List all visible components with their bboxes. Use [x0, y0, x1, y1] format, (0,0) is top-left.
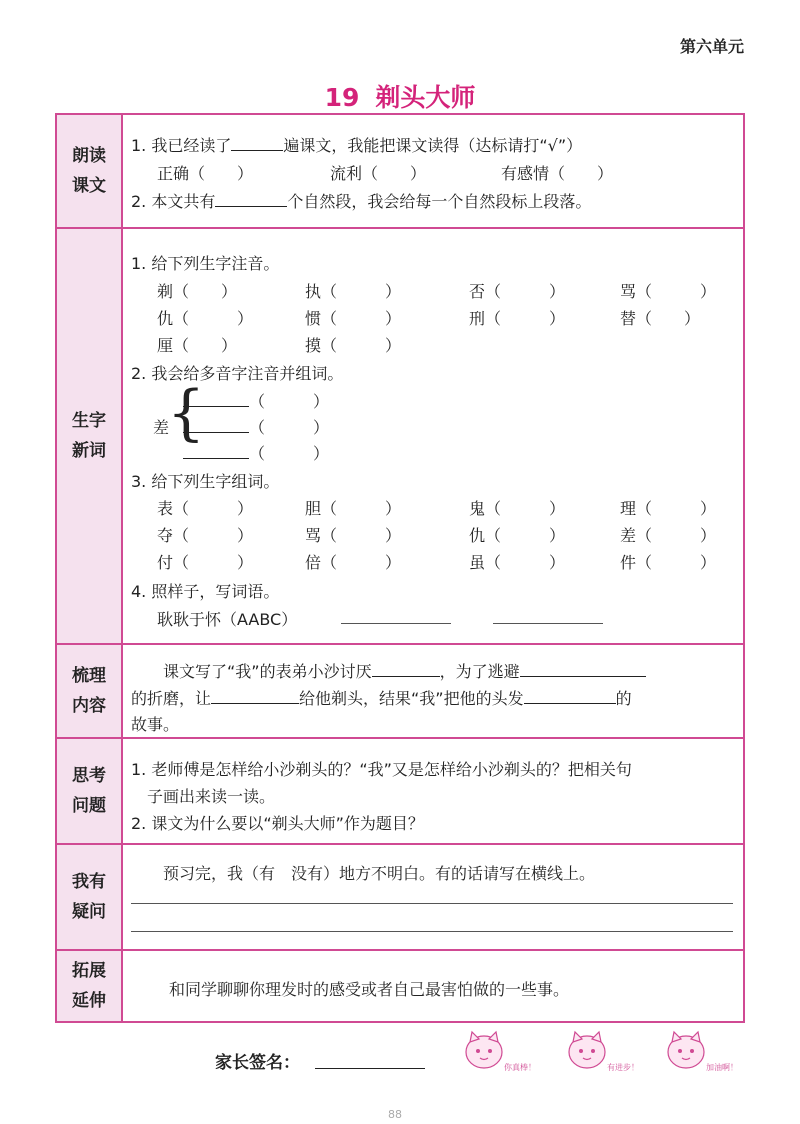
svg-text:加油啊！: 加油啊！ [706, 1063, 738, 1072]
question-word-group: 3. 给下列生字组词。 [131, 472, 280, 491]
summary-line-3: 故事。 [131, 715, 180, 734]
pinyin-item[interactable]: 骂（ ） [620, 282, 717, 301]
think-question-2: 2. 课文为什么要以“剃头大师”作为题目？ [131, 814, 424, 833]
word-item[interactable]: 仇（ ） [469, 526, 566, 545]
polyphone-blank[interactable] [183, 444, 249, 459]
polyphone-row: （ ） [183, 441, 329, 464]
word-item[interactable]: 虽（ ） [469, 553, 566, 572]
pinyin-item[interactable]: 摸（ ） [305, 336, 402, 355]
question-polyphone: 2. 我会给多音字注音并组词。 [131, 364, 344, 383]
lesson-title [0, 78, 800, 114]
word-item[interactable]: 表（ ） [157, 499, 254, 518]
pinyin-item[interactable]: 剃（ ） [157, 282, 238, 301]
word-item[interactable]: 骂（ ） [305, 526, 402, 545]
question-write-line[interactable] [131, 931, 733, 932]
extension-text: 和同学聊聊你理发时的感受或者自己最害怕做的一些事。 [169, 980, 570, 999]
svg-text:你真棒！: 你真棒！ [504, 1063, 536, 1072]
word-item[interactable]: 件（ ） [620, 553, 717, 572]
questions-prompt: 预习完，我（有 没有）地方不明白。有的话请写在横线上。 [163, 864, 596, 883]
question-pattern: 4. 照样子，写词语。 [131, 582, 280, 601]
parent-signature-line[interactable] [315, 1068, 425, 1069]
sticker-great[interactable] [462, 1030, 538, 1078]
paragraph-count-blank[interactable] [215, 192, 287, 207]
section-label: 朗读 课文 [57, 115, 123, 227]
summary-line-2: 的折磨，让 给他剃头，结果“我”把他的头发 的 [131, 689, 632, 708]
polyphone-row: （ ） [183, 415, 329, 438]
paragraph-count-line: 2. 本文共有 个自然段，我会给每一个自然段标上段落。 [131, 192, 592, 211]
brace-icon: { [167, 378, 206, 448]
option-expressive[interactable]: 有感情（ ） [501, 164, 614, 183]
summary-blank[interactable] [211, 689, 299, 704]
read-count-line: 1. 我已经读了 遍课文，我能把课文读得（达标请打“√”） [131, 136, 583, 155]
section-label: 我有 疑问 [57, 845, 123, 949]
pinyin-item[interactable]: 厘（ ） [157, 336, 238, 355]
section-read-text [57, 115, 743, 229]
section-new-words [57, 229, 743, 645]
question-pinyin: 1. 给下列生字注音。 [131, 254, 280, 273]
pattern-answer-line[interactable] [493, 623, 603, 624]
section-thinking [57, 739, 743, 845]
pinyin-item[interactable]: 刑（ ） [469, 309, 566, 328]
summary-line-1: 课文写了“我”的表弟小沙讨厌 ，为了逃避 [163, 659, 646, 682]
word-item[interactable]: 付（ ） [157, 553, 254, 572]
summary-blank[interactable] [520, 662, 646, 677]
unit-label: 第六单元 [679, 37, 744, 56]
sticker-progress[interactable] [565, 1030, 641, 1078]
pinyin-item[interactable]: 替（ ） [620, 309, 701, 328]
polyphone-row: （ ） [183, 389, 329, 412]
section-label: 生字 新词 [57, 229, 123, 643]
word-item[interactable]: 倍（ ） [305, 553, 402, 572]
lesson-number: 19 [324, 83, 360, 112]
summary-blank[interactable] [524, 689, 616, 704]
section-label: 梳理 内容 [57, 645, 123, 737]
polyphone-blank[interactable] [183, 418, 249, 433]
section-label: 拓展 延伸 [57, 951, 123, 1021]
word-item[interactable]: 差（ ） [620, 526, 717, 545]
think-question-1a: 1. 老师傅是怎样给小沙剃头的？“我”又是怎样给小沙剃头的？把相关句 [131, 760, 632, 779]
pinyin-item[interactable]: 执（ ） [305, 282, 402, 301]
option-correct[interactable]: 正确（ ） [157, 164, 254, 183]
parent-signature-label: 家长签名： [215, 1053, 300, 1073]
lesson-name: 剃头大师 [375, 83, 476, 112]
read-count-blank[interactable] [231, 136, 283, 151]
pinyin-item[interactable]: 否（ ） [469, 282, 566, 301]
polyphone-blank[interactable] [183, 392, 249, 407]
polyphone-char: 差 [153, 418, 170, 437]
section-questions [57, 845, 743, 951]
word-item[interactable]: 夺（ ） [157, 526, 254, 545]
page-number: 88 [388, 1108, 402, 1121]
pinyin-item[interactable]: 惯（ ） [305, 309, 402, 328]
sticker-keep-going[interactable] [664, 1030, 740, 1078]
svg-text:有进步！: 有进步！ [607, 1063, 639, 1072]
section-summary [57, 645, 743, 739]
pattern-example: 耿耿于怀（AABC） [157, 610, 298, 629]
word-item[interactable]: 鬼（ ） [469, 499, 566, 518]
pinyin-item[interactable]: 仇（ ） [157, 309, 254, 328]
option-fluent[interactable]: 流利（ ） [330, 164, 427, 183]
word-item[interactable]: 理（ ） [620, 499, 717, 518]
pattern-answer-line[interactable] [341, 623, 451, 624]
question-write-line[interactable] [131, 903, 733, 904]
think-question-1b: 子画出来读一读。 [147, 787, 276, 806]
section-extension [57, 951, 743, 1021]
summary-blank[interactable] [372, 662, 440, 677]
section-label: 思考 问题 [57, 739, 123, 843]
worksheet-table [55, 113, 745, 1023]
word-item[interactable]: 胆（ ） [305, 499, 402, 518]
